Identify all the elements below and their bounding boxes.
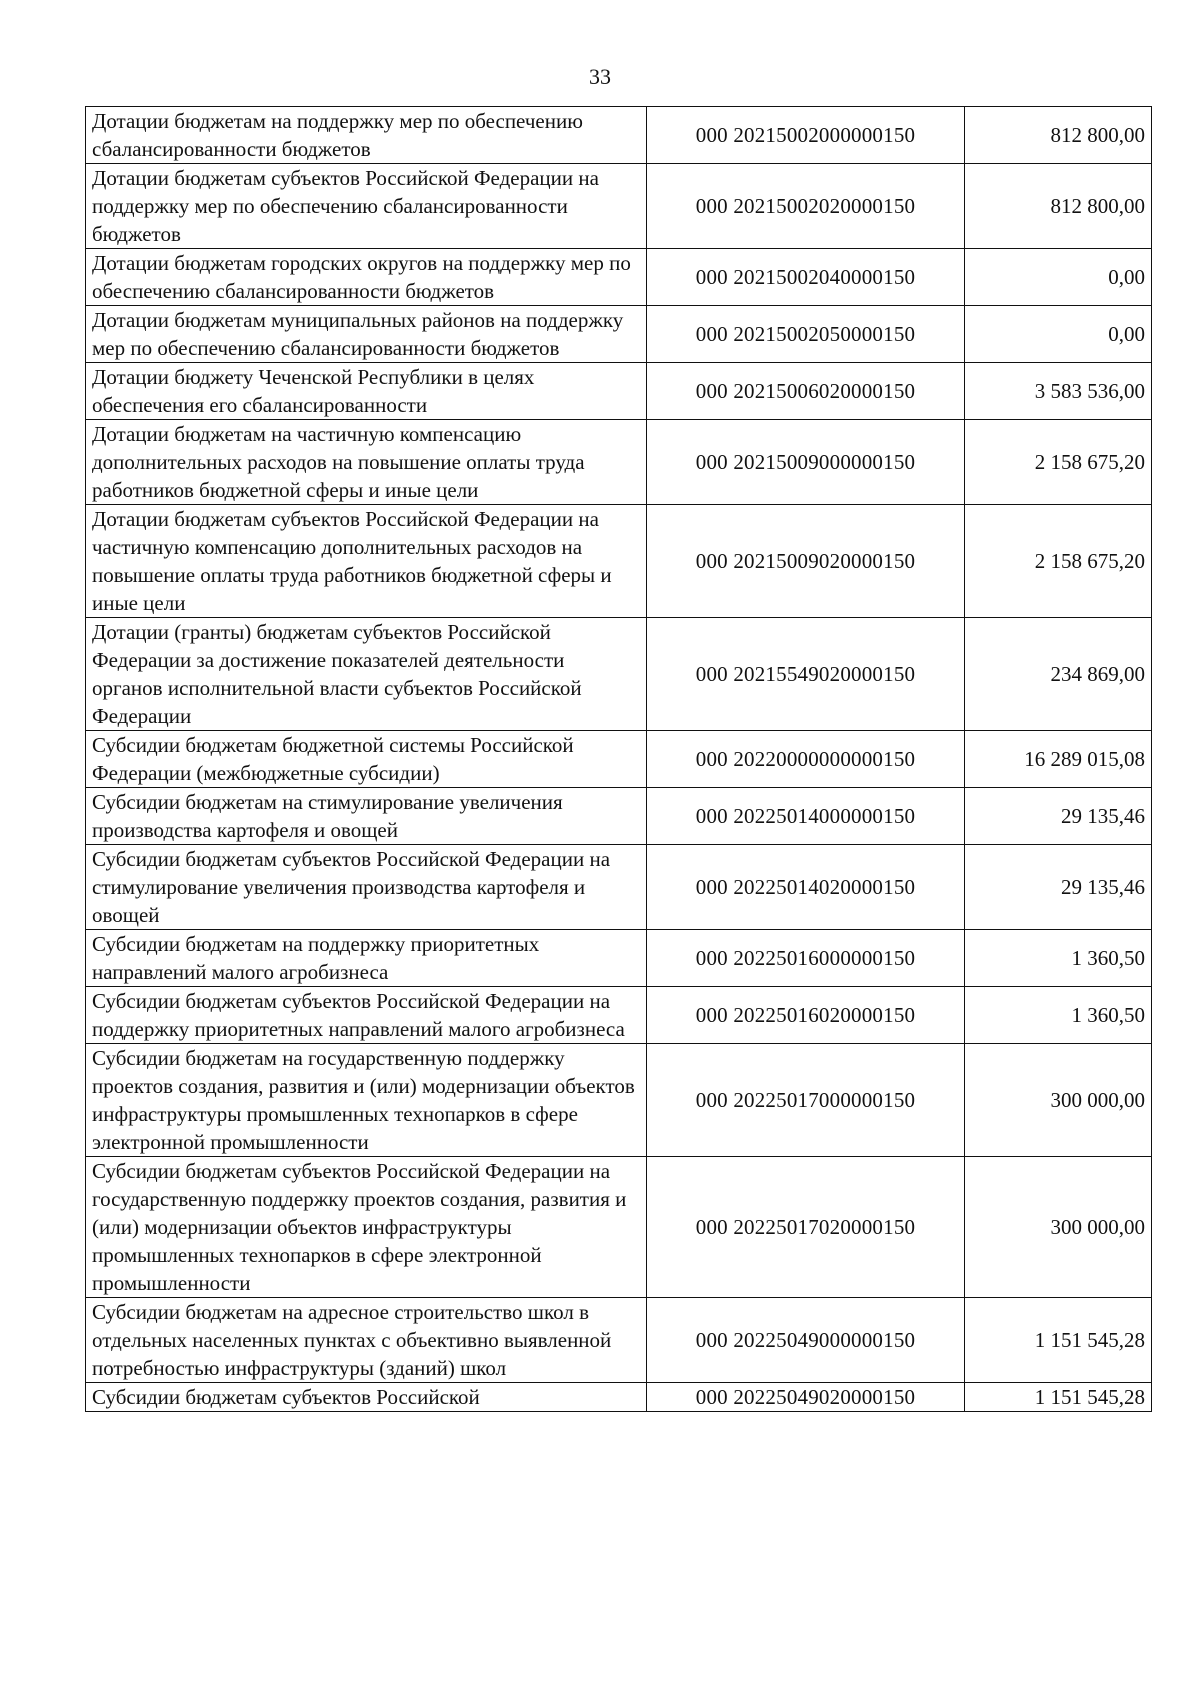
revenue-name-cell: Дотации бюджетам субъектов Российской Федерации на поддержку мер по обеспечению сбалансированности бюджетов (86, 164, 647, 249)
amount-cell: 29 135,46 (965, 788, 1152, 845)
revenue-name-cell: Дотации бюджету Чеченской Республики в целях обеспечения его сбалансированности (86, 363, 647, 420)
table-row (86, 1157, 1152, 1298)
budget-code-cell: 000 20220000000000150 (647, 731, 965, 788)
table-row (86, 505, 1152, 618)
amount-cell: 234 869,00 (965, 618, 1152, 731)
revenue-name-cell: Дотации бюджетам на поддержку мер по обеспечению сбалансированности бюджетов (86, 107, 647, 164)
revenue-name-cell: Дотации бюджетам городских округов на поддержку мер по обеспечению сбалансированности бюджетов (86, 249, 647, 306)
budget-code-cell: 000 20225017020000150 (647, 1157, 965, 1298)
budget-code-cell: 000 20225014020000150 (647, 845, 965, 930)
amount-cell: 0,00 (965, 306, 1152, 363)
table-row (86, 363, 1152, 420)
revenue-name-cell: Дотации (гранты) бюджетам субъектов Российской Федерации за достижение показателей деятельности органов исполнительной власти субъектов Российской Федерации (86, 618, 647, 731)
revenue-name-cell: Субсидии бюджетам на государственную поддержку проектов создания, развития и (или) модернизации объектов инфраструктуры промышленных технопарков в сфере электронной промышленности (86, 1044, 647, 1157)
revenue-name-cell: Субсидии бюджетам субъектов Российской Федерации на стимулирование увеличения производства картофеля и овощей (86, 845, 647, 930)
budget-code-cell: 000 20215002040000150 (647, 249, 965, 306)
revenue-name-cell: Субсидии бюджетам на стимулирование увеличения производства картофеля и овощей (86, 788, 647, 845)
table-row (86, 164, 1152, 249)
budget-code-cell: 000 20215006020000150 (647, 363, 965, 420)
budget-code-cell: 000 20225016020000150 (647, 987, 965, 1044)
revenue-name-cell: Дотации бюджетам субъектов Российской Федерации на частичную компенсацию дополнительных расходов на повышение оплаты труда работников бюджетной сферы и иные цели (86, 505, 647, 618)
table-row (86, 1298, 1152, 1383)
revenue-name-cell: Дотации бюджетам на частичную компенсацию дополнительных расходов на повышение оплаты труда работников бюджетной сферы и иные цели (86, 420, 647, 505)
table-body (86, 107, 1152, 1412)
amount-cell: 3 583 536,00 (965, 363, 1152, 420)
budget-code-cell: 000 20225049000000150 (647, 1298, 965, 1383)
table-row (86, 618, 1152, 731)
revenue-name-cell: Дотации бюджетам муниципальных районов на поддержку мер по обеспечению сбалансированности бюджетов (86, 306, 647, 363)
amount-cell: 2 158 675,20 (965, 505, 1152, 618)
budget-code-cell: 000 20225049020000150 (647, 1383, 965, 1412)
amount-cell: 29 135,46 (965, 845, 1152, 930)
table-row (86, 420, 1152, 505)
revenue-name-cell: Субсидии бюджетам субъектов Российской (86, 1383, 647, 1412)
amount-cell: 1 151 545,28 (965, 1383, 1152, 1412)
budget-code-cell: 000 20215002000000150 (647, 107, 965, 164)
budget-code-cell: 000 20215009020000150 (647, 505, 965, 618)
budget-code-cell: 000 20225014000000150 (647, 788, 965, 845)
budget-code-cell: 000 20225017000000150 (647, 1044, 965, 1157)
amount-cell: 812 800,00 (965, 164, 1152, 249)
budget-code-cell: 000 20215009000000150 (647, 420, 965, 505)
budget-code-cell: 000 20225016000000150 (647, 930, 965, 987)
table-row (86, 249, 1152, 306)
table-row (86, 107, 1152, 164)
revenue-name-cell: Субсидии бюджетам бюджетной системы Российской Федерации (межбюджетные субсидии) (86, 731, 647, 788)
table-row (86, 845, 1152, 930)
table-row (86, 731, 1152, 788)
amount-cell: 300 000,00 (965, 1044, 1152, 1157)
amount-cell: 1 360,50 (965, 987, 1152, 1044)
amount-cell: 0,00 (965, 249, 1152, 306)
page-number: 33 (589, 64, 611, 89)
amount-cell: 16 289 015,08 (965, 731, 1152, 788)
budget-code-cell: 000 20215549020000150 (647, 618, 965, 731)
revenue-name-cell: Субсидии бюджетам на поддержку приоритетных направлений малого агробизнеса (86, 930, 647, 987)
table-row (86, 788, 1152, 845)
budget-revenue-table (85, 106, 1152, 1412)
amount-cell: 1 360,50 (965, 930, 1152, 987)
amount-cell: 2 158 675,20 (965, 420, 1152, 505)
table-row (86, 306, 1152, 363)
budget-code-cell: 000 20215002020000150 (647, 164, 965, 249)
amount-cell: 1 151 545,28 (965, 1298, 1152, 1383)
table-row (86, 930, 1152, 987)
table-row (86, 1383, 1152, 1412)
amount-cell: 812 800,00 (965, 107, 1152, 164)
table-row (86, 1044, 1152, 1157)
budget-code-cell: 000 20215002050000150 (647, 306, 965, 363)
revenue-name-cell: Субсидии бюджетам субъектов Российской Федерации на поддержку приоритетных направлений малого агробизнеса (86, 987, 647, 1044)
revenue-name-cell: Субсидии бюджетам на адресное строительство школ в отдельных населенных пунктах с объективно выявленной потребностью инфраструктуры (зданий) школ (86, 1298, 647, 1383)
amount-cell: 300 000,00 (965, 1157, 1152, 1298)
table-row (86, 987, 1152, 1044)
revenue-name-cell: Субсидии бюджетам субъектов Российской Федерации на государственную поддержку проектов создания, развития и (или) модернизации объектов инфраструктуры промышленных технопарков в сфере электронной промышленности (86, 1157, 647, 1298)
